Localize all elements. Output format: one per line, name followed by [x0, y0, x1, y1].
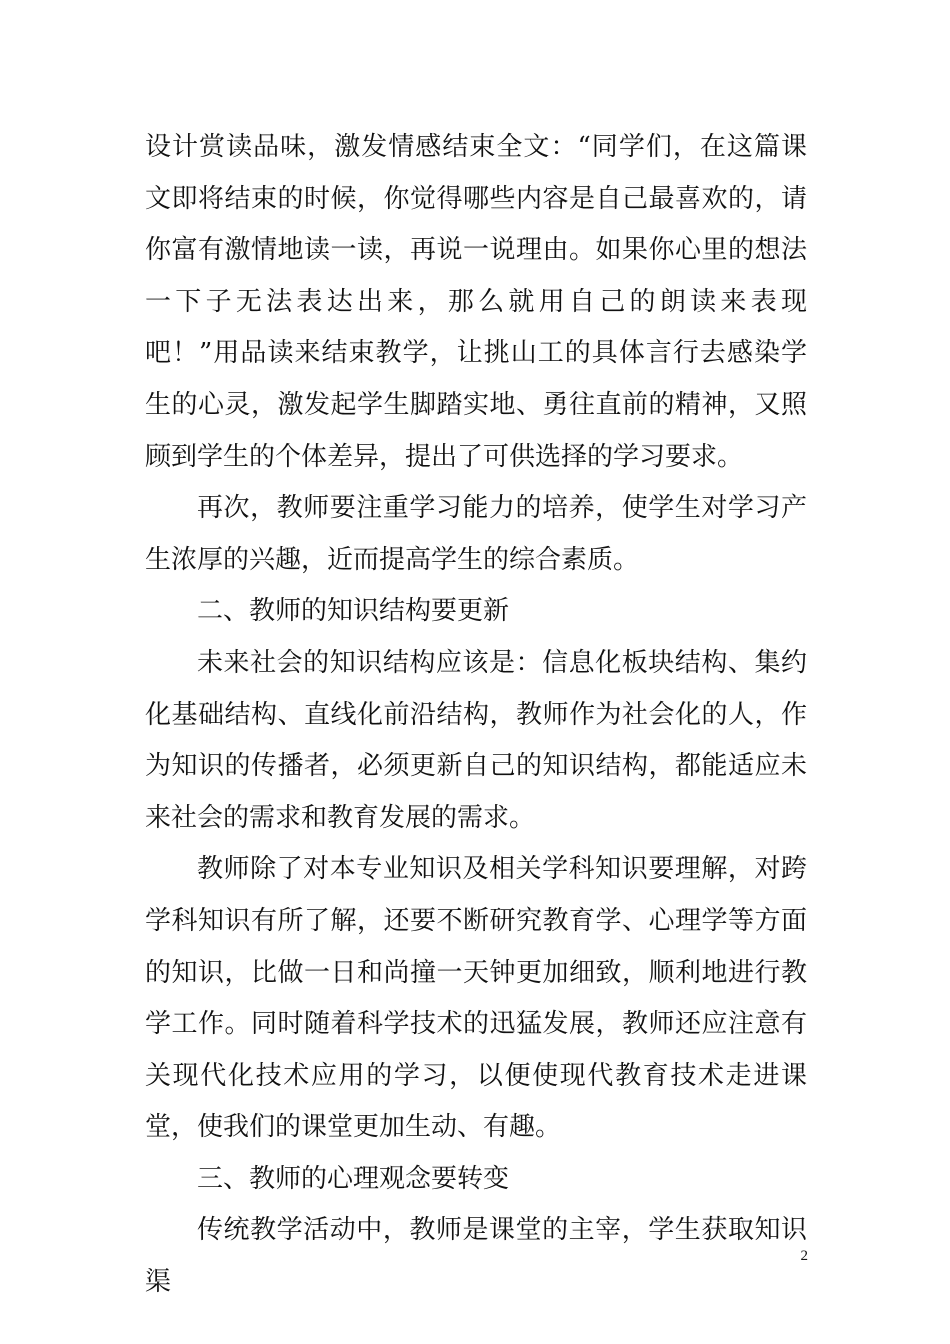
document-body: [145, 122, 807, 1309]
paragraph: 传统教学活动中，教师是课堂的主宰，学生获取知识渠: [145, 1215, 807, 1298]
paragraph: 未来社会的知识结构应该是：信息化板块结构、集约化基础结构、直线化前沿结构，教师作为社会化的人，作为知识的传播者，必须更新自己的知识结构，都能适应未来社会的需求和教育发展的需求。: [145, 647, 807, 833]
section-heading: 二、教师的知识结构要更新: [197, 596, 510, 627]
section-heading: 三、教师的心理观念要转变: [197, 1163, 510, 1194]
paragraph: 再次，教师要注重学习能力的培养，使学生对学习产生浓厚的兴趣，近而提高学生的综合素质。: [145, 493, 807, 575]
page-number: 2: [800, 1248, 808, 1264]
paragraph: 教师除了对本专业知识及相关学科知识要理解，对跨学科知识有所了解，还要不断研究教育学、心理学等方面的知识，比做一日和尚撞一天钟更加细致，顺利地进行教学工作。同时随着科学技术的迅猛发展，教师还应注意有关现代化技术应用的学习，以便使现代教育技术走进课堂，使我们的课堂更加生动、有趣。: [145, 854, 807, 1143]
paragraph-continuation: 设计赏读品味，激发情感结束全文：“同学们，在这篇课文即将结束的时候，你觉得哪些内容是自己最喜欢的，请你富有激情地读一读，再说一说理由。如果你心里的想法一下子无法表达出来，那么就用自己的朗读来表现吧！”用品读来结束教学，让挑山工的具体言行去感染学生的心灵，激发起学生脚踏实地、勇往直前的精神，又照顾到学生的个体差异，提出了可供选择的学习要求。: [145, 132, 807, 472]
